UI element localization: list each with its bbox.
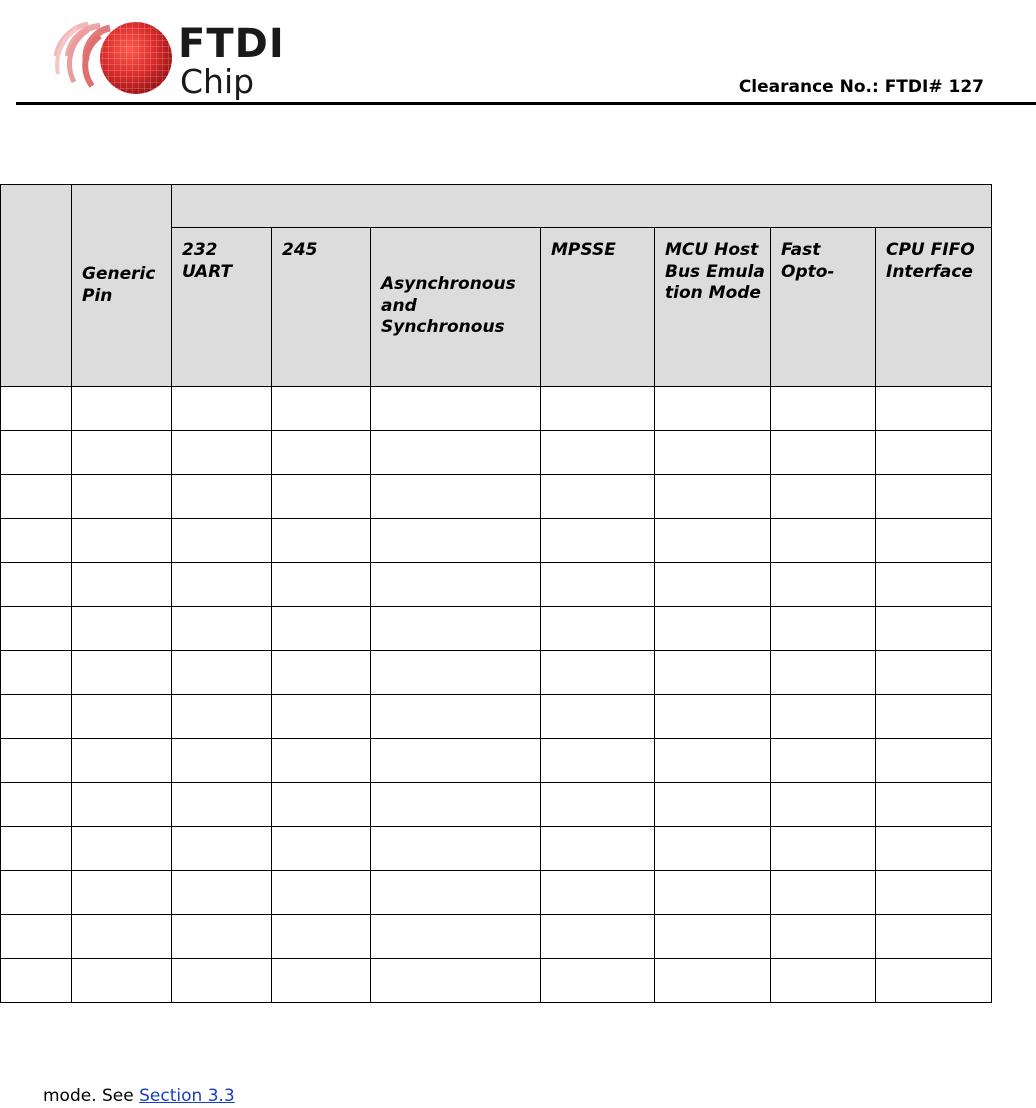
table-row [1, 959, 992, 1003]
table-cell [172, 695, 272, 739]
table-cell [655, 387, 771, 431]
table-cell [541, 739, 655, 783]
column-label-245: 245 [282, 240, 318, 260]
header-cell-generic-pin [72, 185, 172, 387]
table-cell [272, 431, 371, 475]
table-cell [272, 651, 371, 695]
pin-function-table [0, 184, 992, 1003]
table-cell [541, 827, 655, 871]
table-row [1, 827, 992, 871]
table-cell [1, 475, 72, 519]
column-label-mcu-host-bus: MCU Host Bus Emulation Mode [665, 240, 765, 303]
table-cell [371, 959, 541, 1003]
table-cell [771, 563, 876, 607]
table-cell [541, 519, 655, 563]
table-cell [655, 607, 771, 651]
table-row [1, 431, 992, 475]
table-cell [172, 607, 272, 651]
table-cell [876, 563, 992, 607]
header-cell-mcu-host-bus [655, 228, 771, 387]
header-cell-cpu-fifo [876, 228, 992, 387]
table-cell [371, 387, 541, 431]
table-cell [876, 519, 992, 563]
table-cell [655, 739, 771, 783]
table-cell [172, 783, 272, 827]
table-row [1, 739, 992, 783]
table-cell [72, 915, 172, 959]
table-body [1, 387, 992, 1003]
table-cell [371, 783, 541, 827]
table-cell [1, 827, 72, 871]
table-cell [876, 783, 992, 827]
section-link[interactable]: Section 3.3 [139, 1086, 235, 1106]
column-label-232-uart: 232 UART [182, 240, 233, 282]
table-cell [655, 827, 771, 871]
table-cell [272, 519, 371, 563]
table-row [1, 783, 992, 827]
table-cell [1, 431, 72, 475]
table-cell [172, 871, 272, 915]
table-cell [655, 431, 771, 475]
table-cell [771, 827, 876, 871]
logo-sphere-icon [48, 16, 178, 100]
table-cell [1, 959, 72, 1003]
table-row [1, 607, 992, 651]
table-cell [1, 519, 72, 563]
table-cell [272, 563, 371, 607]
header-cell-async-sync [371, 228, 541, 387]
table-cell [655, 563, 771, 607]
table-cell [172, 475, 272, 519]
table-cell [876, 387, 992, 431]
table-cell [72, 959, 172, 1003]
table-cell [771, 871, 876, 915]
table-cell [876, 431, 992, 475]
header-cell-245 [272, 228, 371, 387]
table-cell [371, 915, 541, 959]
table-cell [172, 959, 272, 1003]
table-cell [272, 915, 371, 959]
table-cell [1, 651, 72, 695]
table-cell [655, 651, 771, 695]
table-cell [272, 783, 371, 827]
table-cell [876, 607, 992, 651]
table-cell [371, 827, 541, 871]
table-cell [771, 519, 876, 563]
table-cell [655, 695, 771, 739]
table-cell [272, 607, 371, 651]
table-cell [541, 387, 655, 431]
table-cell [272, 387, 371, 431]
table-cell [371, 563, 541, 607]
table-cell [72, 519, 172, 563]
header-cell-pin-number [1, 185, 72, 387]
table-cell [371, 607, 541, 651]
table-cell [771, 607, 876, 651]
table-cell [72, 563, 172, 607]
table-cell [771, 959, 876, 1003]
table-cell [272, 739, 371, 783]
footer-note-text: mode. See [43, 1086, 140, 1106]
table-cell [1, 871, 72, 915]
table-cell [1, 563, 72, 607]
ftdi-chip-logo [48, 16, 285, 106]
table-cell [72, 783, 172, 827]
table-cell [172, 827, 272, 871]
table-cell [541, 959, 655, 1003]
table-cell [172, 651, 272, 695]
table-cell [771, 431, 876, 475]
column-label-fast-opto: Fast Opto- [781, 240, 835, 282]
table-cell [876, 871, 992, 915]
column-label-cpu-fifo: CPU FIFO Interface [886, 240, 975, 282]
table-cell [1, 783, 72, 827]
table-cell [541, 915, 655, 959]
column-label-async-sync: Asynchronous and Synchronous [381, 274, 516, 337]
table-cell [72, 695, 172, 739]
table-cell [876, 695, 992, 739]
table-header-row [1, 185, 992, 228]
table-row [1, 695, 992, 739]
table-cell [371, 431, 541, 475]
table-cell [1, 607, 72, 651]
page-header [0, 0, 1036, 106]
table-cell [272, 827, 371, 871]
table-cell [541, 871, 655, 915]
table-cell [1, 387, 72, 431]
table-cell [371, 519, 541, 563]
table-cell [541, 695, 655, 739]
header-cell-mpsse [541, 228, 655, 387]
table-cell [72, 607, 172, 651]
table-row [1, 871, 992, 915]
table-cell [876, 827, 992, 871]
table-cell [655, 915, 771, 959]
table-cell [272, 959, 371, 1003]
table-cell [72, 387, 172, 431]
table-cell [655, 783, 771, 827]
table-cell [771, 695, 876, 739]
table-cell [876, 739, 992, 783]
column-label-mpsse: MPSSE [551, 240, 616, 260]
table-row [1, 475, 992, 519]
table-row [1, 387, 992, 431]
table-cell [72, 827, 172, 871]
table-cell [172, 387, 272, 431]
generic-pin-label: Generic Pin [82, 264, 156, 306]
table-cell [1, 915, 72, 959]
table-cell [771, 783, 876, 827]
table-cell [371, 871, 541, 915]
table-cell [541, 783, 655, 827]
footer-note [43, 1084, 235, 1108]
table-cell [272, 871, 371, 915]
table-cell [172, 739, 272, 783]
table-row [1, 915, 992, 959]
table-cell [1, 739, 72, 783]
table-cell [541, 431, 655, 475]
table-cell [771, 475, 876, 519]
table-cell [371, 695, 541, 739]
table-cell [172, 915, 272, 959]
clearance-number: Clearance No.: FTDI# 127 [738, 77, 984, 97]
table-cell [541, 607, 655, 651]
table-cell [876, 915, 992, 959]
table-cell [172, 563, 272, 607]
header-cell-fast-opto [771, 228, 876, 387]
table-cell [272, 475, 371, 519]
table-cell [771, 739, 876, 783]
header-rule [16, 102, 1036, 105]
table-cell [72, 431, 172, 475]
logo-text-ftdi: FTDI [178, 21, 285, 67]
table-row [1, 563, 992, 607]
table-cell [771, 651, 876, 695]
table-cell [541, 475, 655, 519]
logo-text-chip: Chip [180, 62, 255, 101]
table-cell [655, 959, 771, 1003]
table-cell [876, 475, 992, 519]
table-cell [655, 871, 771, 915]
table-cell [371, 475, 541, 519]
table-cell [371, 739, 541, 783]
table-cell [876, 959, 992, 1003]
table-cell [72, 871, 172, 915]
table-cell [541, 563, 655, 607]
table-cell [371, 651, 541, 695]
header-cell-232-uart [172, 228, 272, 387]
table-cell [72, 739, 172, 783]
table-cell [771, 387, 876, 431]
table-row [1, 651, 992, 695]
header-cell-modes-group [172, 185, 992, 228]
table-cell [655, 519, 771, 563]
table-cell [172, 519, 272, 563]
table-row [1, 519, 992, 563]
table-cell [876, 651, 992, 695]
table-cell [1, 695, 72, 739]
table-cell [272, 695, 371, 739]
table-cell [655, 475, 771, 519]
table-cell [771, 915, 876, 959]
table-cell [72, 651, 172, 695]
table-cell [72, 475, 172, 519]
table-cell [541, 651, 655, 695]
table-cell [172, 431, 272, 475]
